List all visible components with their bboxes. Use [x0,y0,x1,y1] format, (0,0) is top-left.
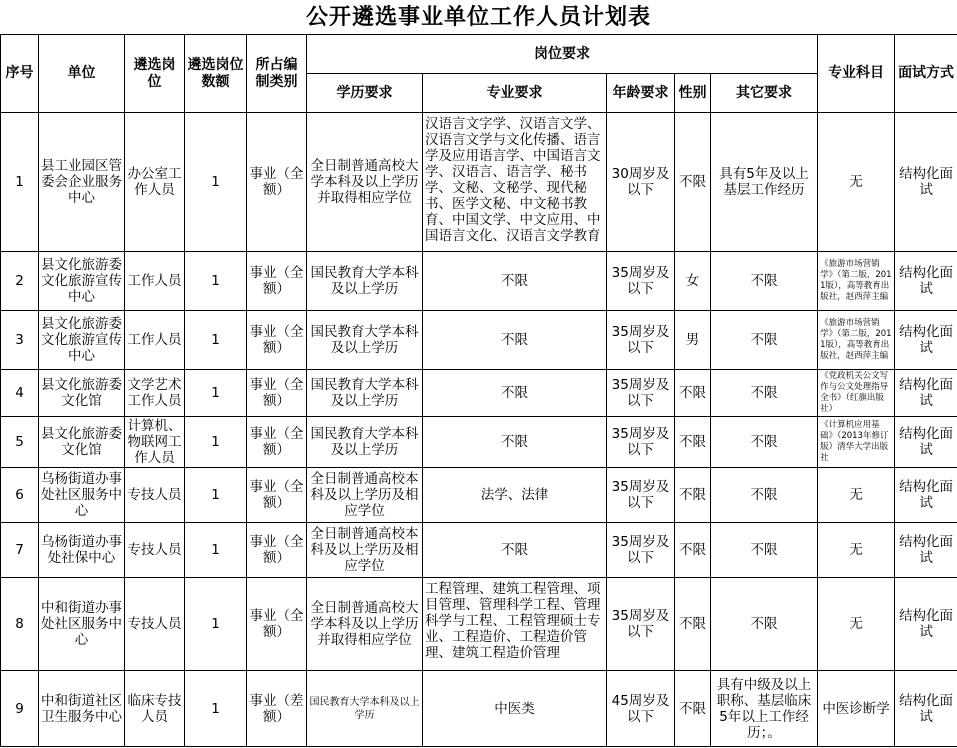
cell-category: 事业（全额） [247,311,307,370]
cell-unit: 乌杨街道办事处社保中心 [39,523,125,578]
cell-unit: 县文化旅游委文化旅游宣传中心 [39,252,125,311]
cell-count: 1 [185,417,247,468]
cell-count: 1 [185,578,247,671]
cell-major: 不限 [423,311,607,370]
cell-category: 事业（全额） [247,113,307,252]
cell-major: 汉语言文字学、汉语言文学、汉语言文学与文化传播、语言学及应用语言学、中国语言文学、汉语言、语言学、秘书学、文秘、文秘学、现代秘书、医学文秘、中文秘书教育、中国文学、中文应用、中国语言文化、汉语言文学教育 [423,113,607,252]
cell-interview: 结构化面试 [895,311,957,370]
cell-interview: 结构化面试 [895,417,957,468]
cell-other: 不限 [711,523,818,578]
cell-age: 35周岁及以下 [607,311,675,370]
cell-category: 事业（差额） [247,671,307,747]
table-row [1,523,957,578]
cell-seq: 3 [1,311,39,370]
cell-unit: 乌杨街道办事处社区服务中心 [39,468,125,523]
cell-seq: 2 [1,252,39,311]
cell-education: 国民教育大学本科及以上学历 [307,417,423,468]
header-major: 专业要求 [423,74,607,113]
cell-position: 办公室工作人员 [125,113,185,252]
cell-count: 1 [185,671,247,747]
page-title: 公开遴选事业单位工作人员计划表 [305,4,651,30]
cell-other: 不限 [711,578,818,671]
header-other: 其它要求 [711,74,818,113]
cell-major: 不限 [423,252,607,311]
cell-category: 事业（全额） [247,523,307,578]
header-category: 所占编制类别 [247,35,307,113]
cell-subject: 《旅游市场营销学》（第二版，2011版），高等教育出版社，赵西萍主编 [818,311,895,370]
cell-education: 国民教育大学本科及以上学历 [307,671,423,747]
cell-subject: 无 [818,578,895,671]
cell-seq: 5 [1,417,39,468]
cell-seq: 1 [1,113,39,252]
cell-age: 35周岁及以下 [607,468,675,523]
cell-interview: 结构化面试 [895,113,957,252]
cell-education: 国民教育大学本科及以上学历 [307,370,423,417]
cell-interview: 结构化面试 [895,578,957,671]
cell-unit: 中和街道社区卫生服务中心 [39,671,125,747]
cell-subject: 《计算机应用基础》（2013年修订版）清华大学出版社 [818,417,895,468]
cell-education: 全日制普通高校大学本科及以上学历并取得相应学位 [307,578,423,671]
header-position: 遴选岗位 [125,35,185,113]
cell-count: 1 [185,468,247,523]
cell-count: 1 [185,252,247,311]
cell-category: 事业（全额） [247,417,307,468]
cell-interview: 结构化面试 [895,523,957,578]
table-row [1,113,957,252]
cell-count: 1 [185,370,247,417]
cell-other: 不限 [711,252,818,311]
cell-other: 不限 [711,370,818,417]
header-seq: 序号 [1,35,39,113]
cell-unit: 县工业园区管委会企业服务中心 [39,113,125,252]
cell-seq: 8 [1,578,39,671]
cell-gender: 男 [675,311,711,370]
header-count: 遴选岗位数额 [185,35,247,113]
cell-subject: 无 [818,113,895,252]
cell-education: 全日制普通高校本科及以上学历及相应学位 [307,523,423,578]
header-subject: 专业科目 [818,35,895,113]
cell-position: 专技人员 [125,578,185,671]
cell-other: 不限 [711,311,818,370]
cell-position: 工作人员 [125,311,185,370]
cell-education: 全日制普通高校本科及以上学历及相应学位 [307,468,423,523]
cell-position: 文学艺术工作人员 [125,370,185,417]
cell-age: 45周岁及以下 [607,671,675,747]
cell-unit: 中和街道办事处社区服务中心 [39,578,125,671]
cell-other: 不限 [711,468,818,523]
cell-gender: 不限 [675,113,711,252]
cell-category: 事业（全额） [247,252,307,311]
cell-gender: 不限 [675,468,711,523]
cell-major: 工程管理、建筑工程管理、项目管理、管理科学工程、管理科学与工程、工程管理硕士专业、工程造价、工程造价管理、建筑工程造价管理 [423,578,607,671]
cell-education: 国民教育大学本科及以上学历 [307,252,423,311]
header-requirements: 岗位要求 [307,35,818,74]
cell-count: 1 [185,113,247,252]
table-row [1,370,957,417]
cell-gender: 女 [675,252,711,311]
cell-age: 35周岁及以下 [607,578,675,671]
cell-interview: 结构化面试 [895,468,957,523]
cell-gender: 不限 [675,370,711,417]
cell-unit: 县文化旅游委文化馆 [39,417,125,468]
cell-major: 法学、法律 [423,468,607,523]
cell-other: 具有5年及以上基层工作经历 [711,113,818,252]
cell-unit: 县文化旅游委文化旅游宣传中心 [39,311,125,370]
header-age: 年龄要求 [607,74,675,113]
header-unit: 单位 [39,35,125,113]
cell-subject: 《党政机关公文写作与公文处理指导全书》（红旗出版社） [818,370,895,417]
cell-major: 中医类 [423,671,607,747]
cell-gender: 不限 [675,523,711,578]
table-row [1,417,957,468]
header-gender: 性别 [675,74,711,113]
cell-education: 全日制普通高校大学本科及以上学历并取得相应学位 [307,113,423,252]
cell-other: 不限 [711,417,818,468]
cell-subject: 无 [818,468,895,523]
cell-category: 事业（全额） [247,578,307,671]
cell-position: 专技人员 [125,523,185,578]
cell-age: 35周岁及以下 [607,417,675,468]
table-row [1,468,957,523]
cell-gender: 不限 [675,417,711,468]
cell-position: 临床专技人员 [125,671,185,747]
cell-subject: 无 [818,523,895,578]
cell-major: 不限 [423,370,607,417]
cell-seq: 7 [1,523,39,578]
cell-age: 35周岁及以下 [607,370,675,417]
cell-seq: 9 [1,671,39,747]
plan-table [0,34,957,747]
cell-position: 专技人员 [125,468,185,523]
table-row [1,252,957,311]
cell-position: 计算机、物联网工作人员 [125,417,185,468]
header-interview: 面试方式 [895,35,957,113]
cell-gender: 不限 [675,671,711,747]
table-row [1,578,957,671]
cell-age: 35周岁及以下 [607,252,675,311]
cell-education: 国民教育大学本科及以上学历 [307,311,423,370]
cell-gender: 不限 [675,578,711,671]
cell-count: 1 [185,311,247,370]
table-row [1,311,957,370]
cell-category: 事业（全额） [247,370,307,417]
cell-major: 不限 [423,523,607,578]
cell-category: 事业（全额） [247,468,307,523]
cell-subject: 《旅游市场营销学》（第二版，2011版），高等教育出版社，赵西萍主编 [818,252,895,311]
cell-count: 1 [185,523,247,578]
cell-seq: 4 [1,370,39,417]
header-education: 学历要求 [307,74,423,113]
cell-interview: 结构化面试 [895,370,957,417]
cell-position: 工作人员 [125,252,185,311]
cell-interview: 结构化面试 [895,252,957,311]
cell-subject: 中医诊断学 [818,671,895,747]
cell-unit: 县文化旅游委文化馆 [39,370,125,417]
cell-major: 不限 [423,417,607,468]
table-row [1,671,957,747]
cell-age: 30周岁及以下 [607,113,675,252]
cell-interview: 结构化面试 [895,671,957,747]
cell-other: 具有中级及以上职称、基层临床5年以上工作经历；。 [711,671,818,747]
cell-age: 35周岁及以下 [607,523,675,578]
cell-seq: 6 [1,468,39,523]
